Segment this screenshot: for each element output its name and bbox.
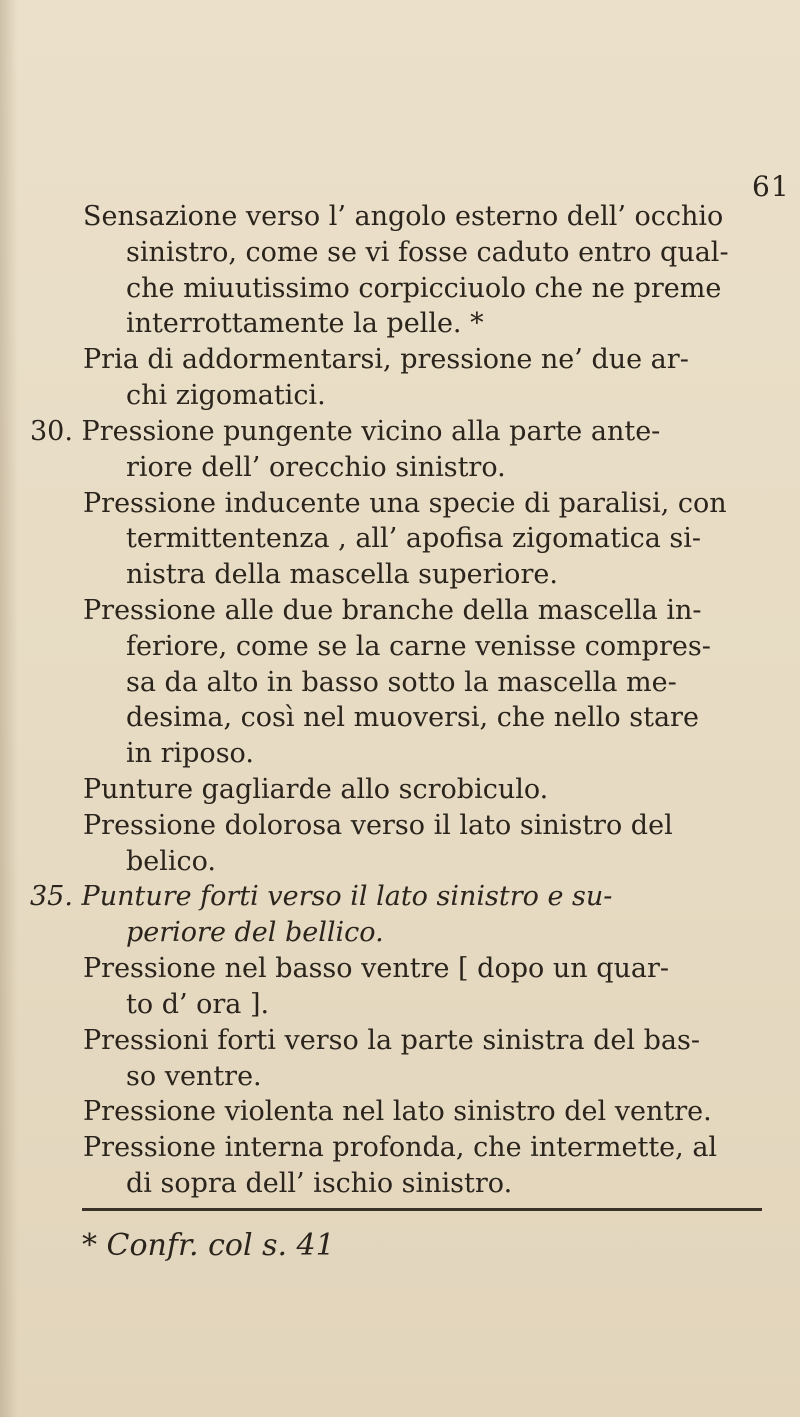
text-line: Pressione violenta nel lato sinistro del ventre. [83,1096,712,1127]
text-line: Pressione dolorosa verso il lato sinistro del [83,810,673,841]
text-line: sa da alto in basso sotto la mascella me- [126,667,677,698]
text-line: Pria di addormentarsi, pressione ne’ due ar- [83,344,689,375]
text-line: di sopra dell’ ischio sinistro. [126,1168,513,1199]
text-line: che miuutissimo corpicciuolo che ne preme [126,273,722,304]
footnote-rule [82,1208,762,1211]
text-line: riore dell’ orecchio sinistro. [126,452,506,483]
text-line: Pressione inducente una specie di paralisi, con [83,488,727,519]
text-line: so ventre. [126,1061,262,1092]
text-line: 30. Pressione pungente vicino alla parte ante- [30,416,661,447]
text-line: desima, così nel muoversi, che nello stare [126,702,699,733]
footnote: * Confr. col s. 41 [82,1228,335,1263]
text-line: Pressioni forti verso la parte sinistra del bas- [83,1025,700,1056]
page-edge-shadow [0,0,18,1417]
text-line: Pressione alle due branche della mascella in- [83,595,702,626]
text-line: in riposo. [126,738,254,769]
text-line: chi zigomatici. [126,380,326,411]
text-line: periore del bellico. [126,917,384,948]
text-line: Pressione nel basso ventre [ dopo un quar- [83,953,669,984]
text-line: Sensazione verso l’ angolo esterno dell’ occhio [83,201,724,232]
text-line: termittentenza , all’ apofisa zigomatica si- [126,523,702,554]
text-line: Pressione interna profonda, che intermette, al [83,1132,718,1163]
text-line: 35. Punture forti verso il lato sinistro e su- [30,881,613,912]
text-line: to d’ ora ]. [126,989,270,1020]
text-line: interrottamente la pelle. * [126,308,484,339]
text-line: sinistro, come se vi fosse caduto entro qual- [126,237,729,268]
text-line: nistra della mascella superiore. [126,559,558,590]
text-line: feriore, come se la carne venisse compres- [126,631,711,662]
page-number: 61 [752,170,790,203]
text-line: belico. [126,846,217,877]
text-line: Punture gagliarde allo scrobiculo. [83,774,549,805]
